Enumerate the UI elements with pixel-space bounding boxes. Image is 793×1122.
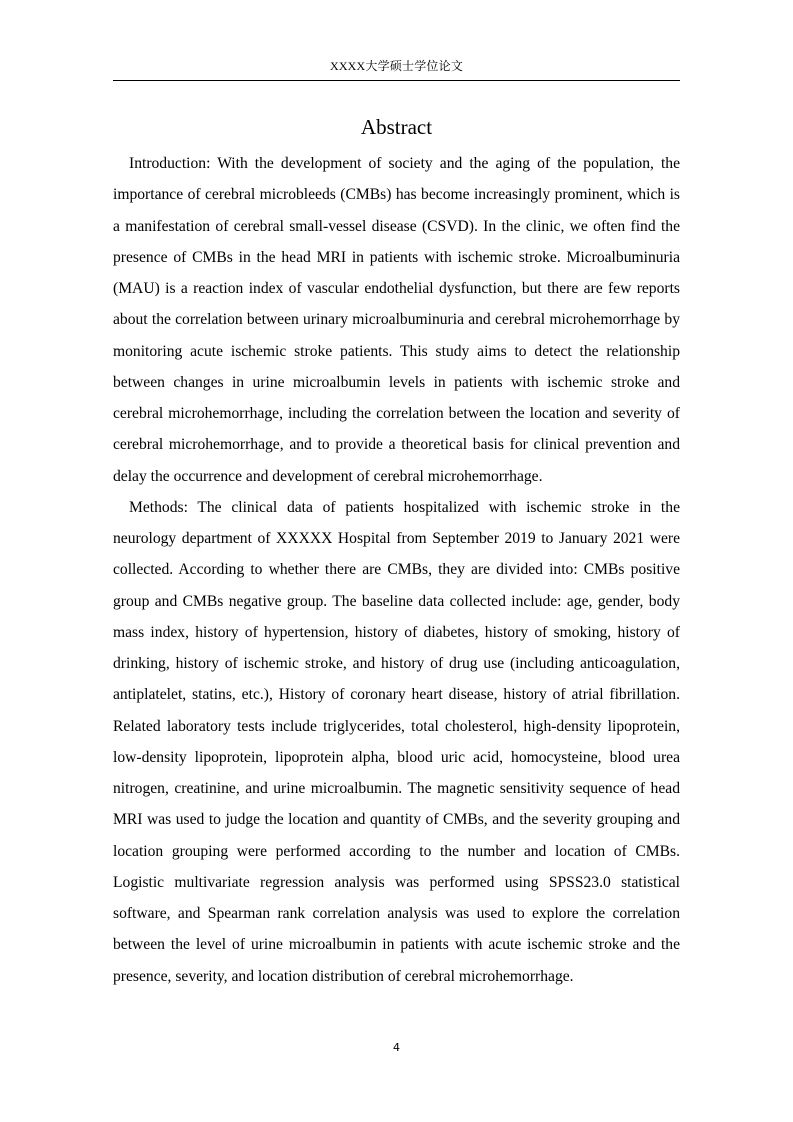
header-rule <box>113 80 680 81</box>
introduction-paragraph: Introduction: With the development of society and the aging of the population, the importance of cerebral microbleeds (CMBs) has become increasingly prominent, which is a manifestation of cerebral small-vessel disease (CSVD). In the clinic, we often find the presence of CMBs in the head MRI in patients with ischemic stroke. Microalbuminuria (MAU) is a reaction index of vascular endothelial dysfunction, but there are few reports about the correlation between urinary microalbuminuria and cerebral microhemorrhage by monitoring acute ischemic stroke patients. This study aims to detect the relationship between changes in urine microalbumin levels in patients with ischemic stroke and cerebral microhemorrhage, including the correlation between the location and severity of cerebral microhemorrhage, and to provide a theoretical basis for clinical prevention and delay the occurrence and development of cerebral microhemorrhage. <box>113 155 680 485</box>
methods-paragraph: Methods: The clinical data of patients hospitalized with ischemic stroke in the neurology department of XXXXX Hospital from September 2019 to January 2021 were collected. According to whether there are CMBs, they are divided into: CMBs positive group and CMBs negative group. The baseline data collected include: age, gender, body mass index, history of hypertension, history of diabetes, history of smoking, history of drinking, history of ischemic stroke, and history of drug use (including anticoagulation, antiplatelet, statins, etc.), History of coronary heart disease, history of atrial fibrillation. Related laboratory tests include triglycerides, total cholesterol, high-density lipoprotein, low-density lipoprotein, lipoprotein alpha, blood uric acid, homocysteine, blood urea nitrogen, creatinine, and urine microalbumin. The magnetic sensitivity sequence of head MRI was used to judge the location and quantity of CMBs, and the severity grouping and location grouping were performed according to the number and location of CMBs. Logistic multivariate regression analysis was performed using SPSS23.0 statistical software, and Spearman rank correlation analysis was used to explore the correlation between the level of urine microalbumin in patients with acute ischemic stroke and the presence, severity, and location distribution of cerebral microhemorrhage. <box>113 498 680 985</box>
page-number: 4 <box>393 1041 400 1054</box>
abstract-body <box>113 148 680 992</box>
abstract-title: Abstract <box>360 115 433 139</box>
running-header: XXXX大学硕士学位论文 <box>329 59 464 73</box>
